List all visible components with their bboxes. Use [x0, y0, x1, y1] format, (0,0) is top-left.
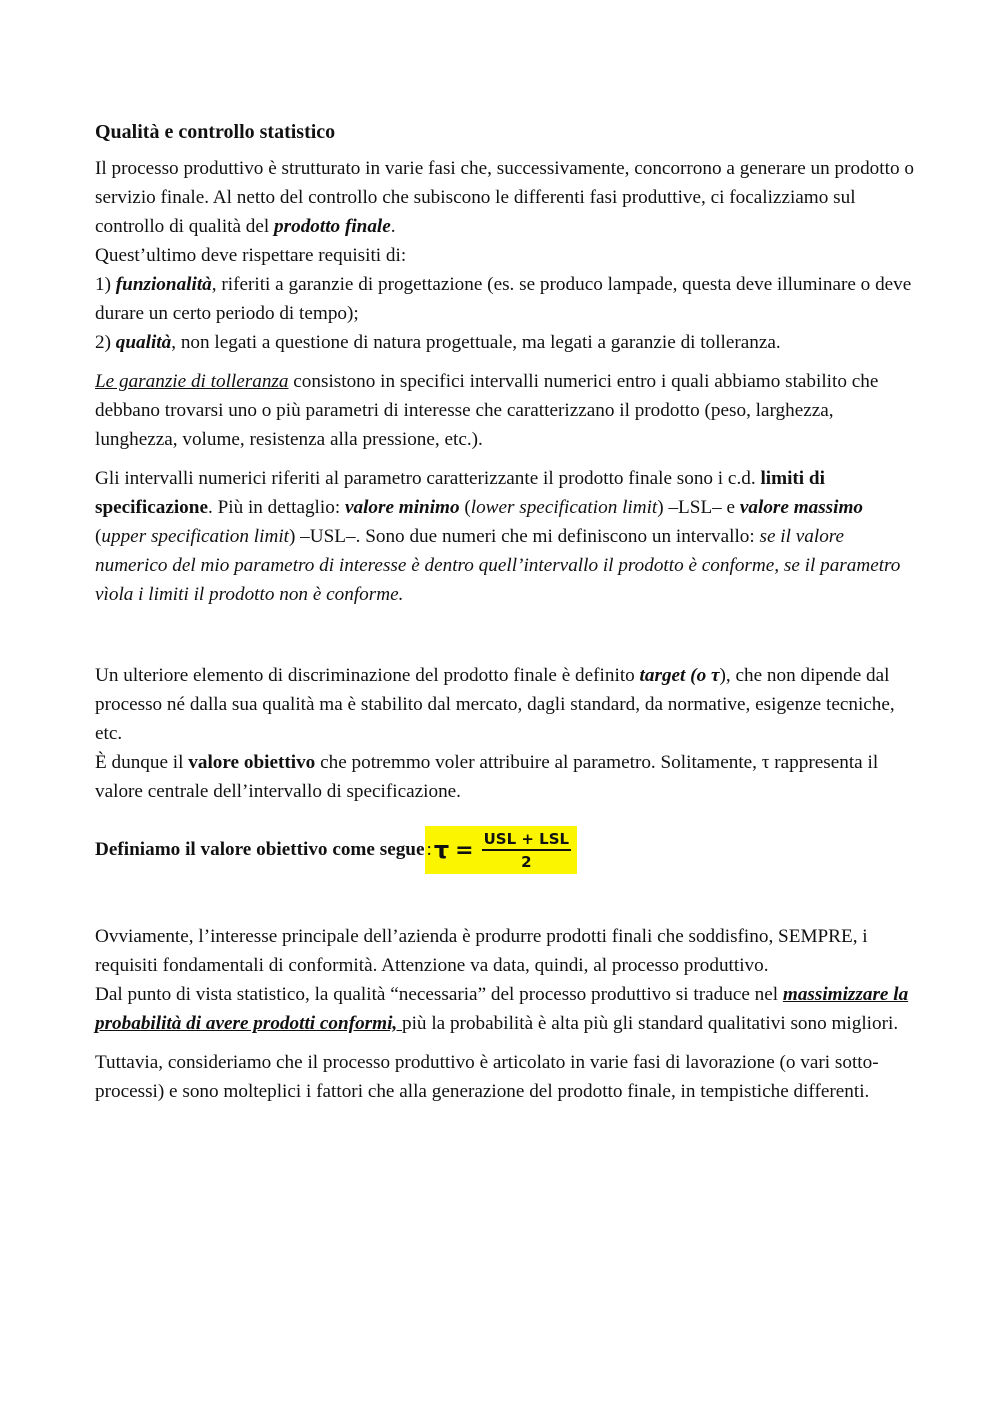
term-garanzie-tolleranza: Le garanzie di tolleranza [95, 371, 289, 392]
paragraph-tolerance: Le garanzie di tolleranza consistono in specifici intervalli numerici entro i quali abbiamo stabilito che debbano trovarsi uno o più parametri di interesse che caratterizzano il prodotto (peso, larghezza, lunghezza, volume, resistenza alla pressione, etc.). [95, 371, 879, 450]
formula-colon: : [426, 839, 432, 860]
term-funzionalita: funzionalità [115, 274, 212, 295]
conformity-statement: se il valore numerico del mio parametro di interesse è dentro quell’intervallo il prodotto è conforme, se il parametro vìola i limiti il prodotto non è conforme. [95, 526, 901, 605]
term-valore-minimo: valore minimo [344, 497, 460, 518]
term-qualita: qualità [115, 332, 172, 353]
formula-highlight [425, 826, 578, 874]
formula-numerator: USL + LSL [482, 830, 571, 851]
formula-fraction [482, 830, 571, 871]
formula-definition [95, 826, 915, 874]
formula-label: Definiamo il valore obiettivo come segue [95, 839, 425, 860]
term-valore-obiettivo: valore obiettivo [188, 752, 316, 773]
paragraph-intro: Il processo produttivo è strutturato in varie fasi che, successivamente, concorrono a generare un prodotto o servizio finale. Al netto del controllo che subiscono le differenti fasi produttive, ci focalizziamo sul controllo di qualità del prodotto finale. Quest’ultimo deve rispettare requisiti di: 1) funzionalità, riferiti a garanzie di progettazione (es. se produco lampade, questa deve illuminare o deve durare un certo periodo di tempo); 2) qualità, non legati a questione di natura progettuale, ma legati a garanzie di tolleranza. [95, 158, 914, 353]
paragraph-subprocesses: Tuttavia, consideriamo che il processo produttivo è articolato in varie fasi di lavorazione (o vari sotto-processi) e sono molteplici i fattori che alla generazione del prodotto finale, in tempistiche differenti. [95, 1052, 879, 1102]
paragraph-conformity: Ovviamente, l’interesse principale dell’azienda è produrre prodotti finali che soddisfino, SEMPRE, i requisiti fondamentali di conformità. Attenzione va data, quindi, al processo produttivo. Dal punto di vista statistico, la qualità “necessaria” del processo produttivo si traduce nel massimizzare la probabilità di avere prodotti conformi, più la probabilità è alta più gli standard qualitativi sono migliori. [95, 926, 909, 1034]
document-page [95, 118, 915, 1106]
paragraph-target: Un ulteriore elemento di discriminazione del prodotto finale è definito target (o τ), che non dipende dal processo né dalla sua qualità ma è stabilito dal mercato, dagli standard, da normative, esigenze tecniche, etc. È dunque il valore obiettivo che potremmo voler attribuire al parametro. Solitamente, τ rappresenta il valore centrale dell’intervallo di specificazione. [95, 665, 895, 802]
document-title: Qualità e controllo statistico [95, 121, 336, 143]
formula-equals: = [455, 837, 474, 863]
requirements-intro: Quest’ultimo deve rispettare requisiti di: [95, 245, 407, 266]
term-target: target (o τ [639, 665, 720, 686]
formula-tau-symbol: τ [433, 836, 450, 864]
term-limiti-specificazione: limiti di specificazione [95, 468, 825, 518]
formula-denominator: 2 [521, 852, 532, 871]
term-prodotto-finale: prodotto finale [274, 216, 391, 237]
term-valore-massimo: valore massimo [739, 497, 863, 518]
term-massimizzare-probabilita: massimizzare la probabilità di avere prodotti conformi, [95, 984, 909, 1034]
paragraph-spec-limits: Gli intervalli numerici riferiti al parametro caratterizzante il prodotto finale sono i c.d. limiti di specificazione. Più in dettaglio: valore minimo (lower specification limit) –LSL– e valore massimo (upper specification limit) –USL–. Sono due numeri che mi definiscono un intervallo: se il valore numerico del mio parametro di interesse è dentro quell’intervallo il prodotto è conforme, se il parametro vìola i limiti il prodotto non è conforme. [95, 468, 901, 605]
